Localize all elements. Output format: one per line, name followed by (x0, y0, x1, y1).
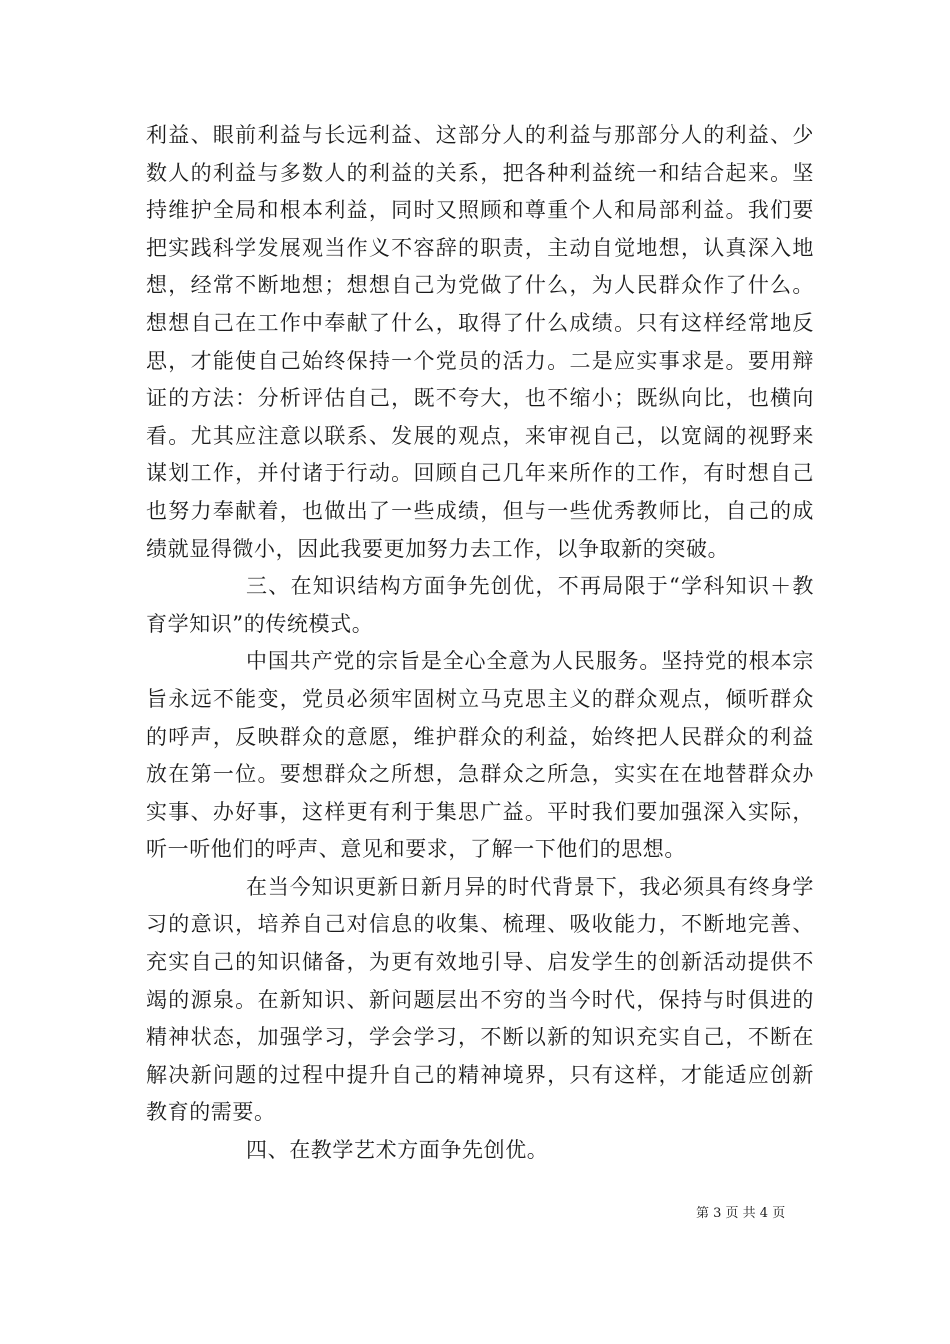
section-heading-teaching-art: 四、在教学艺术方面争先创优。 (246, 1138, 549, 1163)
page-number: 第 3 页 共 4 页 (696, 1206, 786, 1221)
paragraph-continuation: 利益、眼前利益与长远利益、这部分人的利益与那部分人的利益、少数人的利益与多数人的利益的关系，把各种利益统一和结合起来。坚持维护全局和根本利益，同时又照顾和尊重个人和局部利益。我们要把实践科学发展观当作义不容辞的职责，主动自觉地想，认真深入地想，经常不断地想；想想自己为党做了什么，为人民群众作了什么。想想自己在工作中奉献了什么，取得了什么成绩。只有这样经常地反思，才能使自己始终保持一个党员的活力。二是应实事求是。要用辩证的方法：分析评估自己，既不夸大，也不缩小；既纵向比，也横向看。尤其应注意以联系、发展的观点，来审视自己，以宽阔的视野来谋划工作，并付诸于行动。回顾自己几年来所作的工作，有时想自己也努力奉献着，也做出了一些成绩，但与一些优秀教师比，自己的成绩就显得微小，因此我要更加努力去工作，以争取新的突破。 (146, 123, 814, 561)
section-heading-knowledge-structure: 三、在知识结构方面争先创优，不再局限于“学科知识＋教育学知识”的传统模式。 (146, 574, 814, 636)
document-body (146, 117, 814, 1170)
paragraph-party-purpose: 中国共产党的宗旨是全心全意为人民服务。坚持党的根本宗旨永远不能变，党员必须牢固树立马克思主义的群众观点，倾听群众的呼声，反映群众的意愿，维护群众的利益，始终把人民群众的利益放在第一位。要想群众之所想，急群众之所急，实实在在地替群众办实事、办好事，这样更有利于集思广益。平时我们要加强深入实际，听一听他们的呼声、意见和要求，了解一下他们的思想。 (146, 649, 814, 862)
paragraph-lifelong-learning: 在当今知识更新日新月异的时代背景下，我必须具有终身学习的意识，培养自己对信息的收集、梳理、吸收能力，不断地完善、充实自己的知识储备，为更有效地引导、启发学生的创新活动提供不竭的源泉。在新知识、新问题层出不穷的当今时代，保持与时俱进的精神状态，加强学习，学会学习，不断以新的知识充实自己，不断在解决新问题的过程中提升自己的精神境界，只有这样，才能适应创新教育的需要。 (146, 874, 814, 1125)
